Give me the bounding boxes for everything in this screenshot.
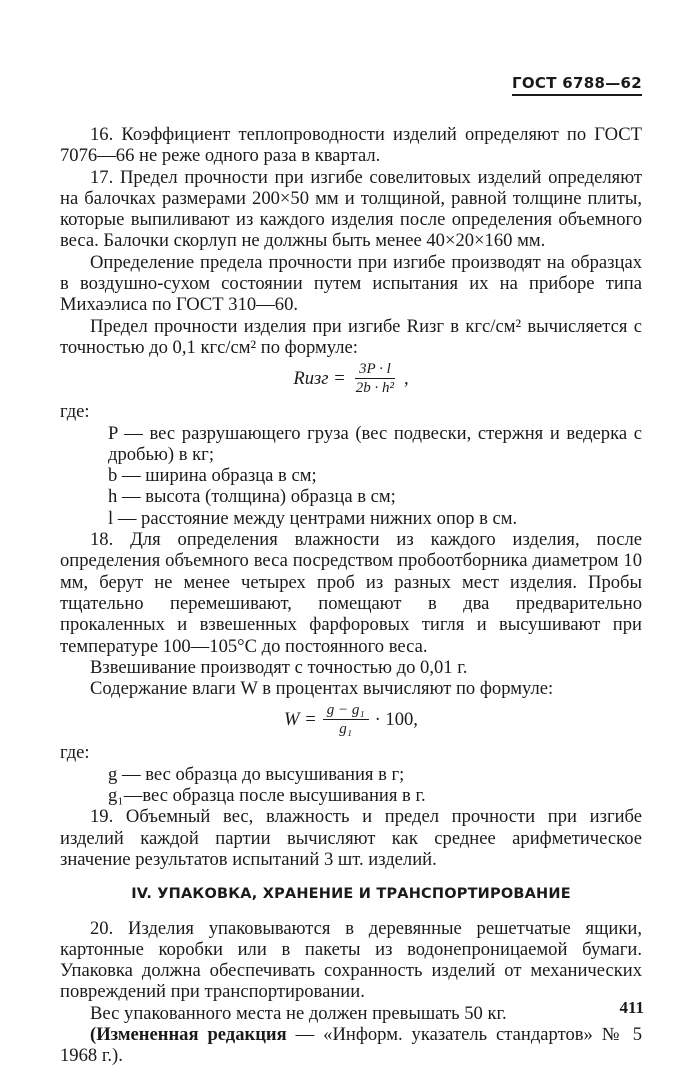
section-heading: IV. УПАКОВКА, ХРАНЕНИЕ И ТРАНСПОРТИРОВАНИЕ — [131, 886, 571, 903]
formula-moisture-fraction — [323, 701, 369, 738]
definition-list-1 — [60, 423, 642, 529]
paragraph-17-formula-intro: Предел прочности изделия при изгибе Rизг в кгс/см² вычисляется с точностью до 0,1 кгс/см² по формуле: — [60, 315, 642, 358]
definition-item: P — вес разрушающего груза (вес подвески, стержня и ведерка с дробью) в кг; — [108, 422, 642, 465]
formula-moisture-numerator: g − g₁ — [323, 701, 369, 720]
paragraph-17: 17. Предел прочности при изгибе совелитовых изделий определяют на балочках размерами 200×50 мм и толщиной, равной толщине плиты, которые выпиливают из каждого изделия после определения объемного веса. Балочки скорлуп не должны быть менее 40×20×160 мм. — [60, 166, 642, 252]
definition-item: g — вес образца до высушивания в г; — [108, 763, 405, 785]
formula-strength — [60, 360, 642, 397]
definition-list-2 — [60, 764, 642, 807]
paragraph-18-weighing: Взвешивание производят с точностью до 0,01 г. — [90, 656, 468, 678]
standard-header: ГОСТ 6788—62 — [512, 74, 642, 96]
formula-strength-fraction — [352, 360, 398, 397]
formula-strength-lhs: Rизг = — [293, 368, 346, 390]
edit-note-rest: — «Информ. указатель стандартов» № 5 1968 г.). — [60, 1023, 643, 1067]
formula-moisture-denominator: g₁ — [339, 721, 352, 738]
document-body — [60, 124, 642, 1067]
formula-strength-tail: , — [403, 368, 409, 390]
paragraph-20-weight: Вес упакованного места не должен превышать 50 кг. — [90, 1002, 507, 1024]
paragraph-16: 16. Коэффициент теплопроводности изделий определяют по ГОСТ 7076—66 не реже одного раза в квартал. — [60, 124, 642, 167]
edit-note-bold: (Измененная редакция — [90, 1023, 287, 1045]
definition-item: g₁—вес образца после высушивания в г. — [108, 785, 426, 807]
formula-moisture — [60, 701, 642, 738]
where-label-2: где: — [60, 742, 90, 764]
page-number: 411 — [619, 998, 644, 1017]
paragraph-20: 20. Изделия упаковываются в деревянные решетчатые ящики, картонные коробки или в пакеты из водонепроницаемой бумаги. Упаковка должна обеспечивать сохранность изделий от механических повреждений при транспортировании. — [60, 917, 642, 1003]
paragraph-18-formula-intro: Содержание влаги W в процентах вычисляют по формуле: — [90, 678, 554, 700]
formula-strength-denominator: 2b · h² — [355, 380, 394, 397]
edit-note — [60, 1024, 642, 1067]
definition-item: b — ширина образца в см; — [108, 465, 317, 487]
paragraph-17-method: Определение предела прочности при изгибе производят на образцах в воздушно-сухом состоянии путем испытания их на приборе типа Михаэлиса по ГОСТ 310—60. — [60, 251, 642, 316]
formula-strength-numerator: 3P · l — [355, 360, 395, 379]
formula-moisture-tail: · 100, — [374, 709, 418, 731]
paragraph-19: 19. Объемный вес, влажность и предел прочности при изгибе изделий каждой партии вычисляют как среднее арифметическое значение результатов испытаний 3 шт. изделий. — [60, 806, 642, 870]
paragraph-18: 18. Для определения влажности из каждого изделия, после определения объемного веса посредством пробоотборника диаметром 10 мм, берут не менее четырех проб из разных мест изделия. Пробы тщательно перемешивают, помещают в два предварительно прокаленных и взвешенных фарфоровых тигля и высушивают при температуре 100—105°С до постоянного веса. — [60, 529, 642, 657]
where-label-1: где: — [60, 401, 90, 423]
definition-item: l — расстояние между центрами нижних опор в см. — [108, 507, 518, 529]
definition-item: h — высота (толщина) образца в см; — [108, 486, 396, 508]
formula-moisture-lhs: W = — [284, 709, 317, 731]
